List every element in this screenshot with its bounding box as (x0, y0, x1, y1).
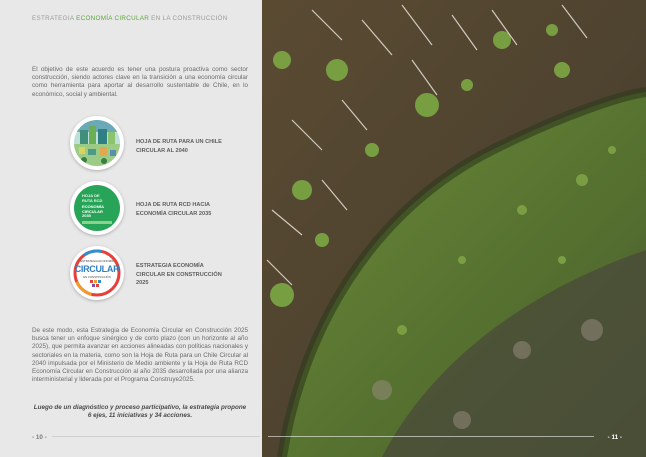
thumb-bar-icon (82, 221, 112, 224)
running-header (32, 15, 228, 22)
highlight-quote: Luego de un diagnóstico y proceso participativo, la estrategia propone 6 ejes, 11 iniciativas y 34 acciones. (33, 404, 247, 420)
page-number-left: - 10 - (32, 434, 47, 441)
header-prefix: ESTRATEGIA (32, 15, 77, 22)
header-highlight: ECONOMÍA CIRCULAR (76, 15, 150, 22)
footer-rule-left (52, 436, 260, 437)
city-illustration-icon (74, 120, 120, 166)
card-title: ESTRATEGIA ECONOMÍA CIRCULAR EN CONSTRUCCIÓN 2025 (136, 263, 222, 286)
left-page (0, 0, 262, 457)
header-suffix: EN LA CONSTRUCCIÓN (149, 15, 228, 22)
strategy-card-2025 (70, 246, 260, 302)
card-title: HOJA DE RUTA PARA UN CHILE CIRCULAR AL 2040 (136, 139, 222, 154)
intro-paragraph: El objetivo de este acuerdo es tener una postura proactiva como sector construcción, siendo actores clave en la transición a una economía circular como herramienta para aportar al desarrollo sustentable de Chile, en lo económico, social y ambiental. (32, 66, 248, 98)
right-page-photo (262, 0, 646, 457)
body-paragraph: De este modo, esta Estrategia de Economía Circular en Construcción 2025 busca tener un enfoque sinérgico y de corto plazo (con un horizonte al año 2025), que permita avanzar en acciones alineadas con políticas nacionales y sectoriales en la materia, como son la Hoja de Ruta para un Chile Circular al 2040 impulsada por el Ministerio de Medio ambiente y la Hoja de Ruta RCD Economía Circular en Construcción al año 2035 desarrollada por una alianza interministerial y liderada por el Programa Construye2025. (32, 327, 248, 384)
roadmap-card-chile-2040 (70, 116, 260, 172)
aerial-forest-image (262, 0, 646, 457)
cover-thumbnail-chile-circular (70, 116, 124, 170)
page-number-right: - 11 - (607, 434, 622, 441)
card-title: HOJA DE RUTA RCD HACIA ECONOMÍA CIRCULAR 2035 (136, 202, 212, 217)
cover-thumbnail-rcd: HOJA DE RUTA RCD ECONOMÍA CIRCULAR 2035 (70, 181, 124, 235)
pixel-pattern-icon (72, 248, 122, 298)
cover-thumbnail-strategy: ESTRATEGIA ECONOMÍA CIRCULAR EN CONSTRUCCIÓN (70, 246, 124, 300)
footer-rule-right (268, 436, 594, 437)
roadmap-card-rcd-2035 (70, 181, 260, 237)
